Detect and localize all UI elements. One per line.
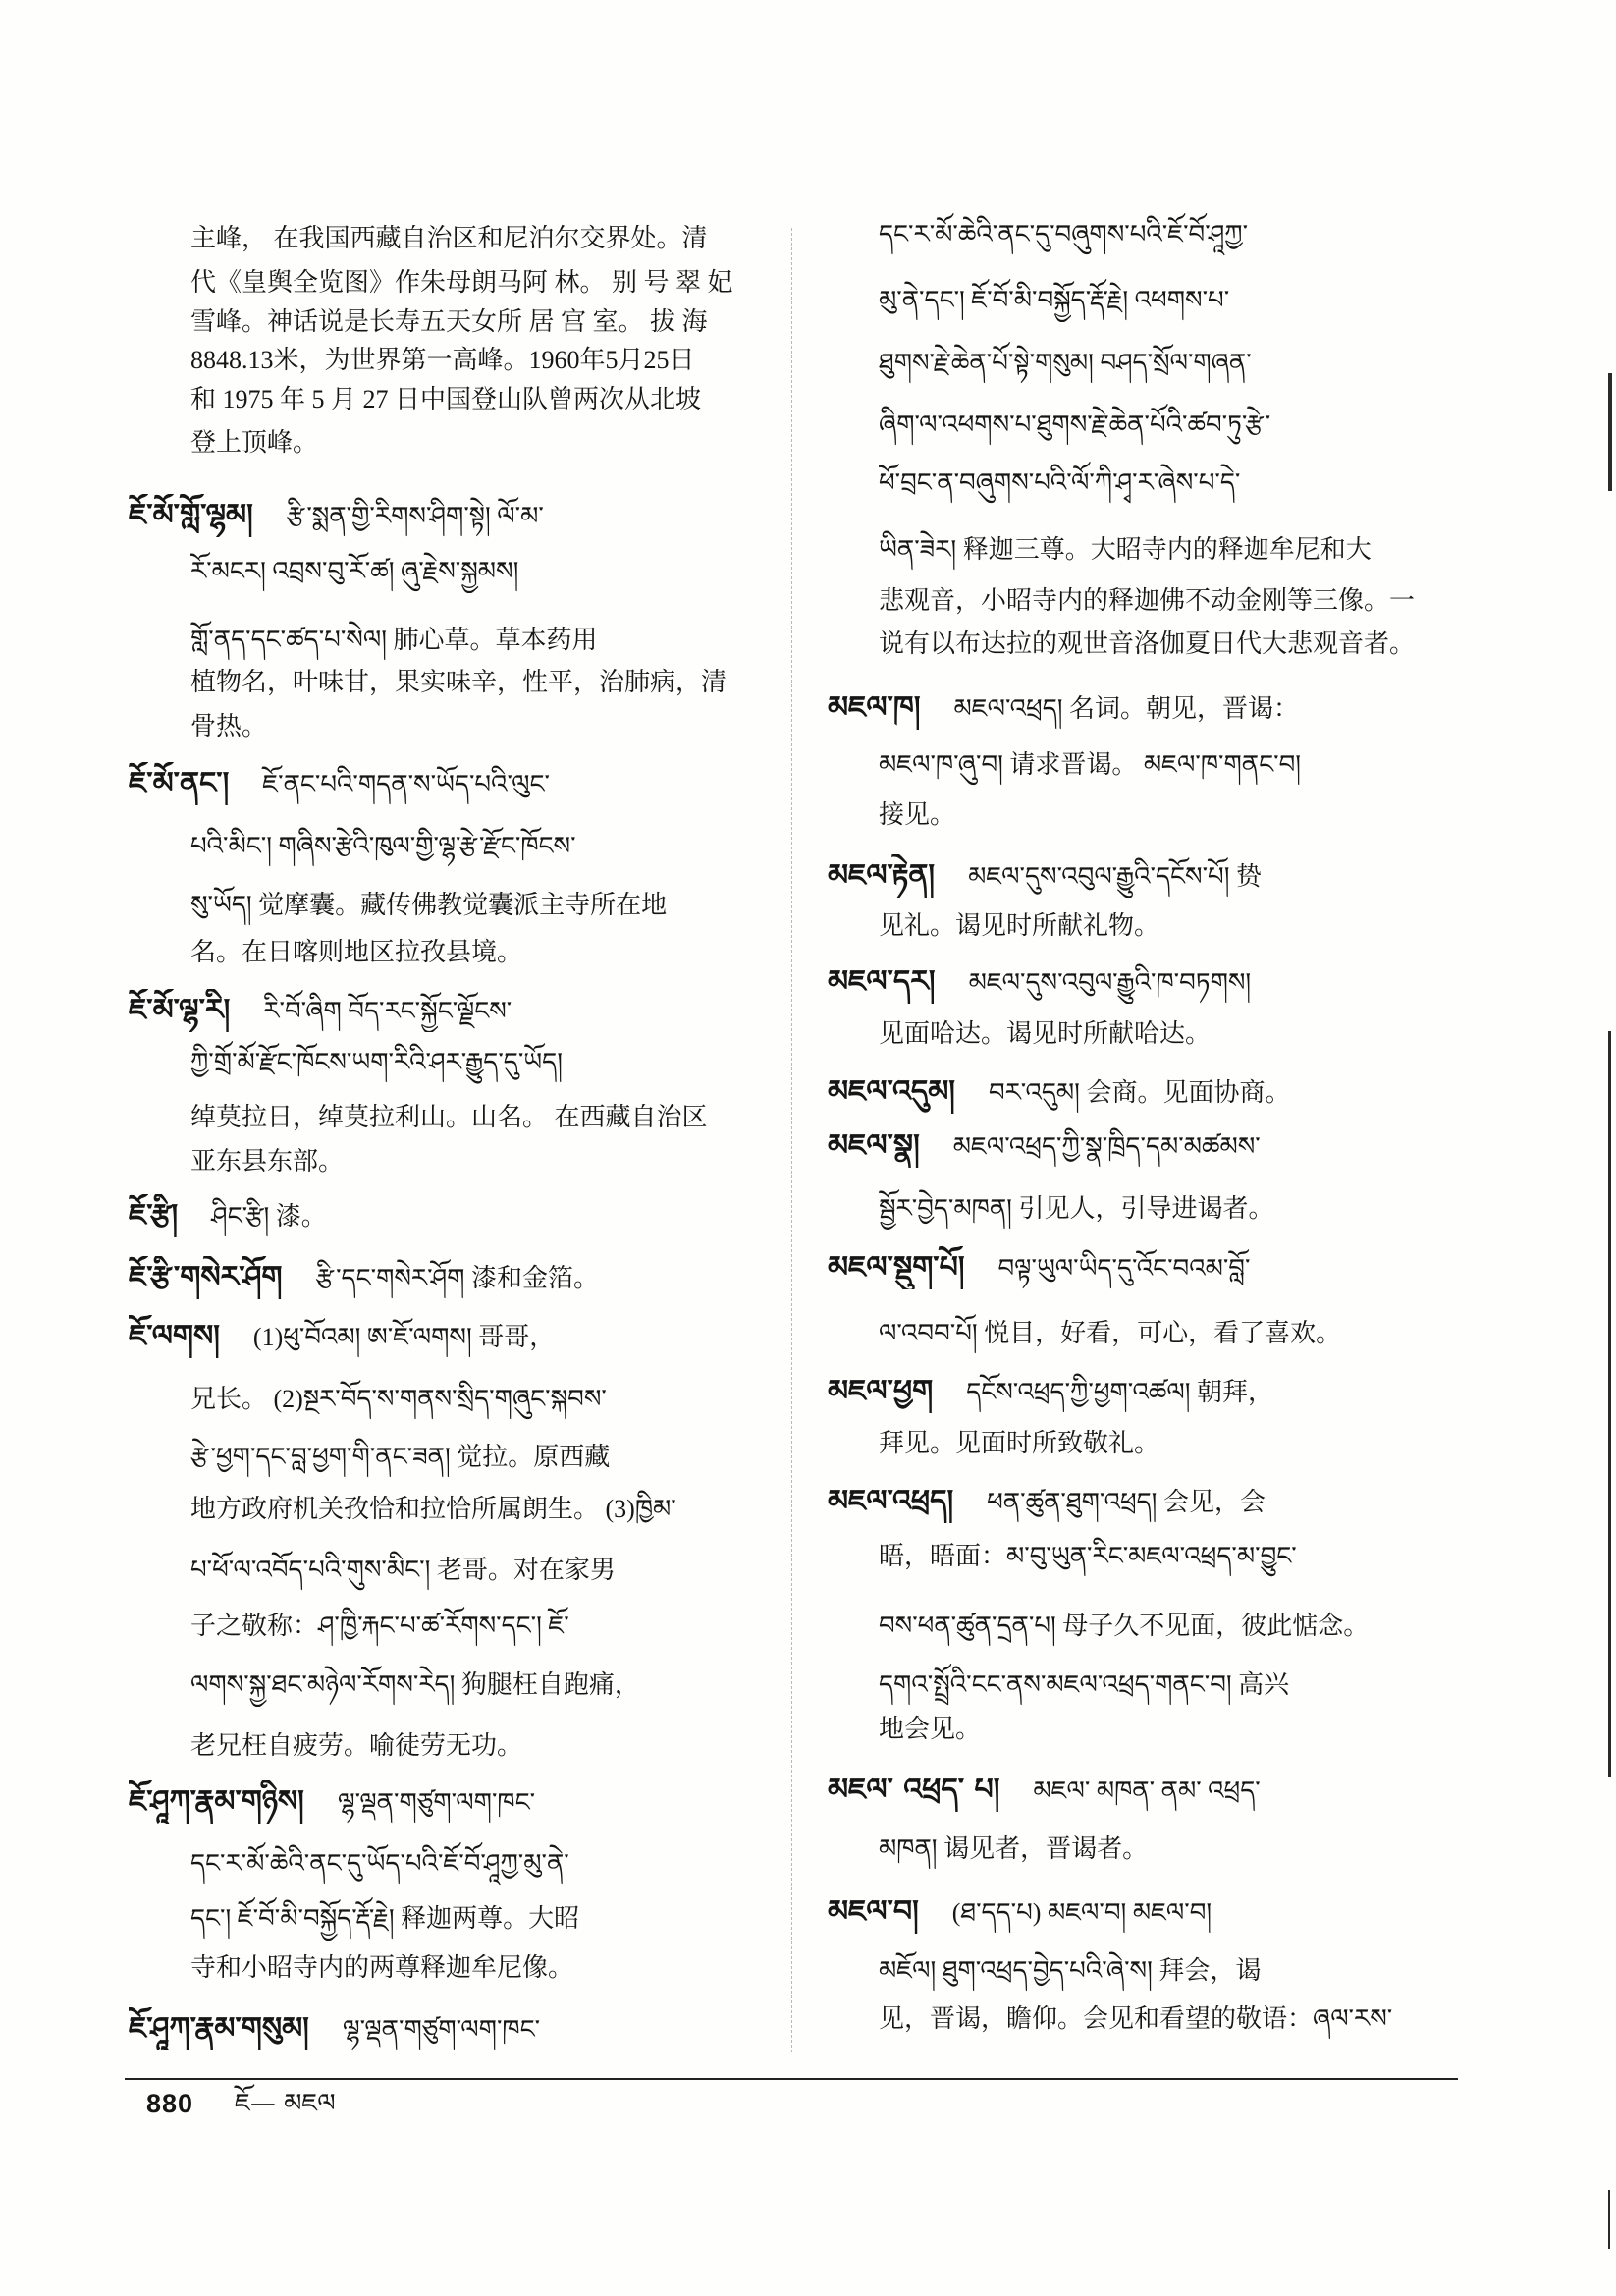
definition-text: མཇལ་འཕྲད་ཀྱི་སྣ་ཁྲིད་དམ་མཚམས་: [952, 1132, 1261, 1161]
headword: ཇོ་ཤཱཀ་རྣམ་གསུམ།: [129, 2011, 309, 2046]
definition-line: 拜见。见面时所致敬礼。: [879, 1429, 1160, 1457]
continued-line: ཞིག་ལ་འཕགས་པ་ཐུགས་རྗེ་ཆེན་པོའི་ཚབ་ཏུ་རྩེ་: [879, 410, 1271, 439]
footer-rule: [125, 2078, 1458, 2080]
scan-edge-mark: [1608, 2190, 1610, 2249]
definition-line: མཇོལ། ཐུག་འཕྲད་བྱེད་པའི་ཞེ་ས། 拜会，谒: [879, 1956, 1262, 1985]
definition-line: 接见。: [879, 800, 956, 829]
headword: མཇལ་དར།: [828, 964, 936, 999]
definition-line: 见礼。谒见时所献礼物。: [879, 911, 1160, 940]
definition-line: རོ་མངར། འབྲས་བུ་རོ་ཚ། ཞུ་རྗེས་སྐྱམས།: [190, 557, 519, 585]
continued-line: 说有以布达拉的观世音洛伽夏日代大悲观音者。: [879, 629, 1416, 658]
entry-headline: [828, 960, 1466, 1004]
definition-text: ལྷ་ལྡན་གཙུག་ལག་ཁང་: [337, 1788, 536, 1817]
headword: ཇོ་མོ་གློ་ལྷམ།: [129, 498, 253, 532]
continued-line: དང་ར་མོ་ཆེའི་ནང་དུ་བཞུགས་པའི་ཇོ་བོ་ཤཱཀྱ་: [879, 220, 1249, 248]
entry-headline: [129, 1780, 764, 1824]
definition-line: དང་། ཇོ་བོ་མི་བསྐྱོད་རྡོ་རྗེ། 释迦两尊。大昭: [190, 1904, 580, 1933]
entry-headline: [129, 762, 764, 805]
entry-headline: [828, 1480, 1466, 1523]
definition-text: མཇལ་ མཁན་ ནམ་ འཕྲད་: [1033, 1777, 1261, 1805]
definition-line: 子之敬称：ཤ་ཁྱི་རྐང་པ་ཚ་རོགས་དང་། ཇོ་: [190, 1612, 569, 1640]
column-divider: [791, 228, 792, 2052]
continued-line: མུ་ནེ་དང་། ཇོ་བོ་མི་བསྐྱོད་རྡོ་རྗེ། འཕགས་པ་: [879, 286, 1230, 314]
definition-text: རྩི་སྨན་གྱི་རིགས་ཤིག་སྟེ། ལོ་མ་: [286, 502, 544, 530]
entry-headline: [828, 1246, 1466, 1289]
scan-edge-mark: [1608, 373, 1612, 491]
definition-line: 晤，晤面：མ་བུ་ཡུན་རིང་མཇལ་འཕྲད་མ་བྱུང་: [879, 1542, 1297, 1570]
headword: མཇལ་ཕྱག: [828, 1374, 934, 1408]
entry-headline: [828, 1890, 1466, 1934]
definition-line: 地会见。: [879, 1715, 982, 1743]
definition-text: ཇོ་ནང་པའི་གདན་ས་ཡོད་པའི་ལུང་: [262, 770, 550, 798]
headword: ཇོ་མོ་ནང་།: [129, 766, 230, 800]
entry-headline: [828, 1370, 1466, 1413]
definition-line: 兄长。 (2)སྔར་བོད་ས་གནས་སྲིད་གཞུང་སྐབས་: [190, 1385, 607, 1413]
entry-headline: [129, 494, 764, 537]
definition-text: རི་བོ་ཞིག བོད་རང་སྐྱོང་ལྗོངས་: [263, 997, 512, 1025]
entry-headline: [129, 1256, 764, 1299]
definition-line: 名。在日喀则地区拉孜县境。: [190, 938, 523, 966]
definition-line: པའི་མིང་། གཞིས་རྩེའི་ཁུལ་གྱི་ལྷ་རྩེ་རྫོང་ཁོངས་: [190, 832, 576, 860]
definition-line: མཁན། 谒见者，晋谒者。: [879, 1834, 1149, 1863]
definition-text: མཇལ་དུས་འབུལ་རྒྱུའི་ཁ་བཏགས།: [968, 968, 1252, 997]
continued-line: ཐུགས་རྗེ་ཆེན་པོ་སྟེ་གསུམ། བཤད་སྲོལ་གཞན་: [879, 349, 1252, 377]
headword: མཇལ་འཕྲད།: [828, 1484, 954, 1518]
headword: ཇོ་ལགས།: [129, 1319, 220, 1353]
entry-headline: [129, 1315, 764, 1358]
headword: ཇོ་ཤཱཀ་རྣམ་གཉིས།: [129, 1784, 304, 1819]
definition-text: ཤིང་རྩི། 漆。: [211, 1202, 327, 1230]
headword: མཇལ་ འཕྲད་ པ།: [828, 1773, 1000, 1807]
headword: མཇལ་འདུམ།: [828, 1074, 955, 1109]
definition-line: 地方政府机关孜恰和拉恰所属朗生。 (3)ཁྱིམ་: [190, 1495, 676, 1523]
definition-line: རྩེ་ཕྱག་དང་བླ་ཕྱག་གི་ནང་ཟན། 觉拉。原西藏: [190, 1443, 611, 1471]
definition-line: གློ་ནད་དང་ཚད་པ་སེལ། 肺心草。草本药用: [190, 626, 598, 654]
definition-line: སུ་ཡོད། 觉摩囊。藏传佛教觉囊派主寺所在地: [190, 891, 668, 919]
headword: ཇོ་རྩི་གསེར་ཤོག: [129, 1260, 283, 1294]
entry-headline: [129, 989, 764, 1032]
definition-text: ལྷ་ལྡན་གཙུག་ལག་ཁང་: [342, 2015, 541, 2044]
entry-headline: [828, 1124, 1466, 1168]
continued-line: ཕོ་བྲང་ན་བཞུགས་པའི་ལོ་ཀི་ཤྭ་ར་ཞེས་པ་དེ་: [879, 468, 1241, 497]
definition-line: 亚东县东部。: [190, 1147, 345, 1175]
definition-text: མཇལ་འཕྲད། 名词。朝见，晋谒：: [953, 694, 1300, 723]
definition-line: སྦྱོར་བྱེད་མཁན། 引见人，引导进谒者。: [879, 1194, 1274, 1223]
entry-headline: [129, 1194, 764, 1237]
definition-line: 骨热。: [190, 712, 268, 740]
continued-line: 雪峰。神话说是长寿五天女所 居 宫 室。 拔 海: [190, 307, 708, 336]
definition-line: 老兄枉自疲劳。喻徒劳无功。: [190, 1731, 523, 1760]
entry-headline: [828, 1769, 1466, 1812]
definition-line: 见面哈达。谒见时所献哈达。: [879, 1019, 1212, 1048]
definition-line: ལགས་སྐྱ་ཐང་མཉེལ་རོགས་རེད། 狗腿枉自跑痛，: [190, 1670, 640, 1699]
entry-headline: [129, 2007, 764, 2050]
definition-line: ལ་འབབ་པོ། 悦目，好看，可心，看了喜欢。: [879, 1319, 1342, 1347]
entry-headline: [828, 854, 1466, 898]
definition-line: མཇལ་ཁ་ཞུ་བ། 请求晋谒。 མཇལ་ཁ་གནང་བ།: [879, 750, 1302, 779]
definition-text: ཕན་ཚུན་ཐུག་འཕྲད། 会见，会: [987, 1488, 1266, 1516]
definition-line: 绰莫拉日，绰莫拉利山。山名。 在西藏自治区: [190, 1103, 708, 1131]
definition-line: 寺和小昭寺内的两尊释迦牟尼像。: [190, 1953, 574, 1982]
continued-line: 悲观音，小昭寺内的释迦佛不动金刚等三像。一: [879, 586, 1416, 615]
headword: མཇལ་ཁ།: [828, 690, 921, 725]
definition-text: (1)ཕུ་བོའམ། ཨ་ཇོ་ལགས། 哥哥，: [252, 1323, 556, 1351]
continued-line: 8848.13米，为世界第一高峰。1960年5月25日: [190, 346, 695, 374]
continued-line: 主峰， 在我国西藏自治区和尼泊尔交界处。清: [190, 224, 708, 252]
running-head: ཇོ— མཇལ: [235, 2089, 336, 2118]
entry-headline: [828, 1070, 1466, 1114]
page-number: 880: [146, 2089, 194, 2118]
continued-line: 登上顶峰。: [190, 428, 319, 457]
definition-line: པ་ཕོ་ལ་འབོད་པའི་གུས་མིང་། 老哥。对在家男: [190, 1556, 616, 1584]
definition-text: དངོས་འཕྲད་ཀྱི་ཕྱག་འཚལ། 朝拜，: [966, 1378, 1273, 1406]
headword: མཇལ་བ།: [828, 1894, 919, 1929]
definition-text: བལྟ་ཡུལ་ཡིད་དུ་འོང་བའམ་བློ་: [997, 1254, 1251, 1283]
headword: ཇོ་མོ་ལྷ་རི།: [129, 993, 231, 1027]
headword: མཇལ་སྣ།: [828, 1128, 920, 1163]
definition-text: བར་འདུམ། 会商。见面协商。: [988, 1078, 1291, 1107]
continued-line: 代《皇舆全览图》作朱母朗马阿 林。 别 号 翠 妃: [190, 268, 733, 297]
headword: མཇལ་རྟེན།: [828, 858, 936, 893]
definition-line: ཀྱི་གྲོ་མོ་རྫོང་ཁོངས་ཡག་རིའི་ཤར་རྒྱུད་དུ་ཡོད།: [190, 1048, 563, 1076]
headword: ཇོ་རྩི།: [129, 1198, 179, 1232]
definition-line: 植物名，叶味甘，果实味辛，性平，治肺病，清: [190, 668, 727, 696]
definition-text: མཇལ་དུས་འབུལ་རྒྱུའི་དངོས་པོ། 贽: [968, 862, 1262, 891]
headword: མཇལ་སྡུག་པོ།: [828, 1250, 965, 1285]
definition-line: དང་ར་མོ་ཆེའི་ནང་དུ་ཡོད་པའི་ཇོ་བོ་ཤཱཀྱ་མུ་ནེ་: [190, 1849, 569, 1878]
definition-line: དགའ་སྤྲོའི་ངང་ནས་མཇལ་འཕྲད་གནང་བ། 高兴: [879, 1670, 1290, 1699]
definition-line: བས་ཕན་ཚུན་དྲན་པ། 母子久不见面，彼此惦念。: [879, 1612, 1370, 1640]
definition-line: 见，晋谒，瞻仰。会见和看望的敬语：ཞལ་རས་: [879, 2004, 1393, 2033]
definition-text: རྩི་དང་གསེར་ཤོག 漆和金箔。: [315, 1264, 599, 1292]
continued-line: ཡིན་ཟེར། 释迦三尊。大昭寺内的释迦牟尼和大: [879, 535, 1372, 564]
scan-edge-mark: [1608, 1031, 1611, 1777]
entry-headline: [828, 686, 1466, 730]
continued-line: 和 1975 年 5 月 27 日中国登山队曾两次从北坡: [190, 385, 702, 413]
definition-text: (ཐ་དད་པ) མཇལ་བ། མཇལ་བ།: [951, 1898, 1212, 1927]
